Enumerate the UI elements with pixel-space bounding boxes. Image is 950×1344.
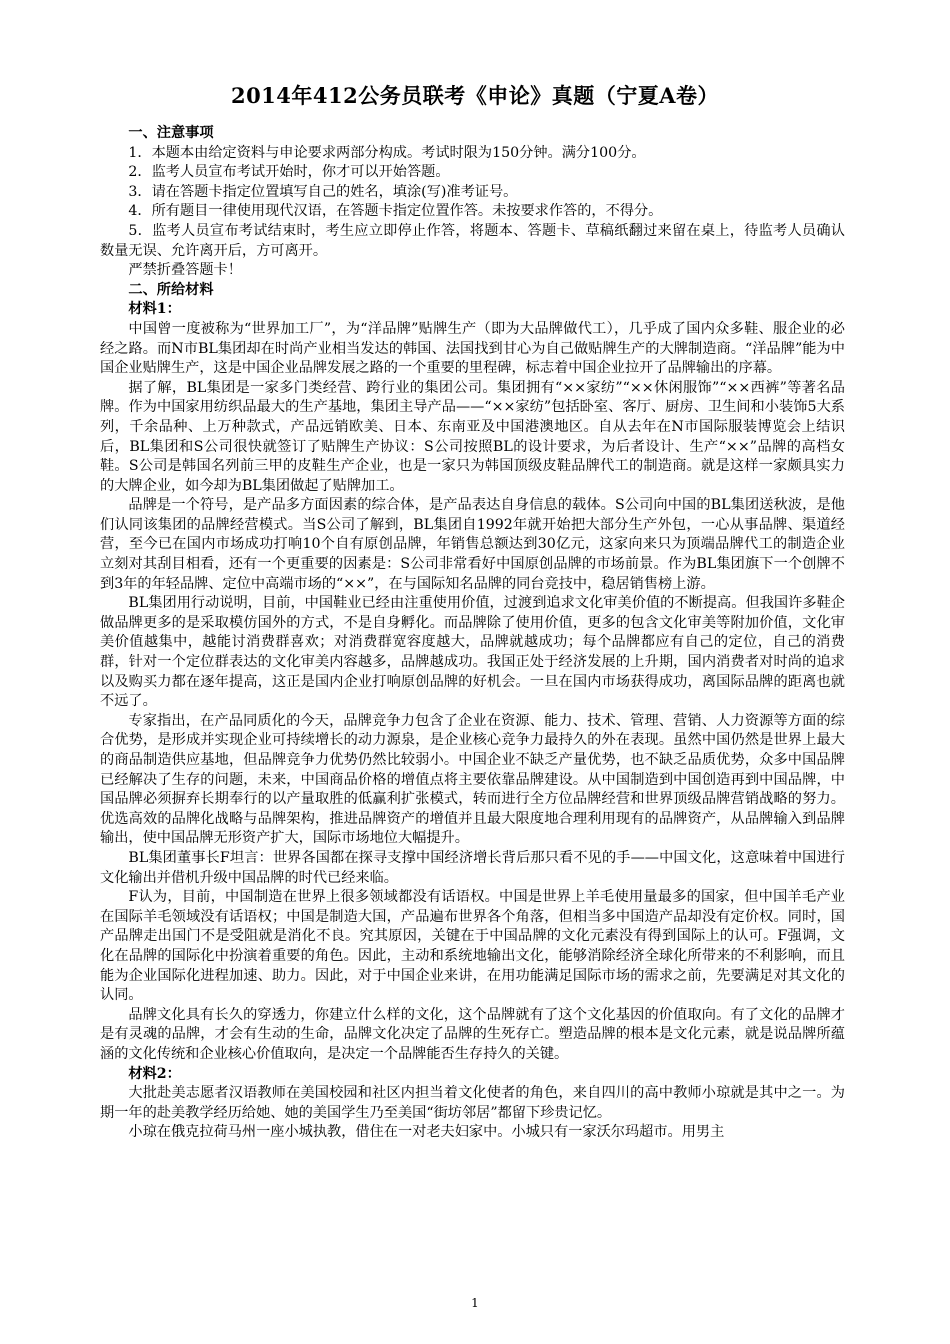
material-paragraph: 小琼在俄克拉荷马州一座小城执教，借住在一对老夫妇家中。小城只有一家沃尔玛超市。用男主 [128, 1124, 725, 1141]
document-title: 2014年412公务员联考《申论》真题（宁夏A卷） [230, 83, 720, 108]
materials-heading: 二、所给材料 [128, 281, 214, 298]
notice-item: 1．本题本由给定资料与申论要求两部分构成。考试时限为150分钟。满分100分。 [128, 144, 646, 161]
notice-heading: 一、注意事项 [128, 125, 214, 141]
material-paragraph: 品牌文化具有长久的穿透力，你建立什么样的文化，这个品牌就有了这个文化基因的价值取向。有了文化的品牌才是有灵魂的品牌，才会有生动的生命，品牌文化决定了品牌的生死存亡。塑造品牌的根本是文化元素，就是说品牌所蕴涵的文化传统和企业核心价值取向，是决定一个品牌能否生存持久的关键。 [100, 1006, 845, 1062]
notice-item: 2．监考人员宣布考试开始时，你才可以开始答题。 [128, 164, 450, 181]
material-paragraph: BL集团董事长F坦言：世界各国都在探寻支撑中国经济增长背后那只看不见的手——中国文化，这意味着中国进行文化输出并借机升级中国品牌的时代已经来临。 [100, 849, 845, 886]
notice-item: 5．监考人员宣布考试结束时，考生应立即停止作答，将题本、答题卡、草稿纸翻过来留在桌上，待监考人员确认数量无误、允许离开后，方可离开。 [100, 222, 845, 259]
material-paragraph: 据了解，BL集团是一家多门类经营、跨行业的集团公司。集团拥有“××家纺”“××休闲服饰”“××西裤”等著名品牌。作为中国家用纺织品最大的生产基地，集团主导产品——“××家纺”包括卧室、客厅、厨房、卫生间和小装饰5大系列，千余品种、上万种款式，产品远销欧美、日本、东南亚及中国港澳地区。自从去年在N市国际服装博览会上结识后，BL集团和S公司很快就签订了贴牌生产协议：S公司按照BL的设计要求，为后者设计、生产“××”品牌的高档女鞋。S公司是韩国名列前三甲的皮鞋生产企业，也是一家只为韩国顶级皮鞋品牌代工的制造商。就是这样一家颇具实力的大牌企业，如今却为BL集团做起了贴牌加工。 [100, 379, 845, 494]
material-paragraph: 中国曾一度被称为“世界加工厂”，为“洋品牌”贴牌生产（即为大品牌做代工），几乎成了国内众多鞋、服企业的必经之路。而N市BL集团却在时尚产业相当发达的韩国、法国找到甘心为自己做贴牌生产的大牌制造商。“洋品牌”能为中国企业贴牌生产，这是中国企业品牌发展之路的一个重要的里程碑，标志着中国企业拉开了品牌输出的序幕。 [100, 320, 845, 377]
material-paragraph: BL集团用行动说明，目前，中国鞋业已经由注重使用价值，过渡到追求文化审美价值的不断提高。但我国许多鞋企做品牌更多的是采取模仿国外的方式，不是自身孵化。而品牌除了使用价值，更多的包含文化审美等附加价值，文化审美价值越集中，越能讨消费群喜欢；对消费群宽容度越大，品牌就越成功；每个品牌都应有自己的定位，自己的消费群，针对一个定位群表达的文化审美内容越多，品牌越成功。我国正处于经济发展的上升期，国内消费者对时尚的追求以及购买力都在逐年提高，这正是国内企业打响原创品牌的好机会。一旦在国内市场获得成功，离国际品牌的距离也就不远了。 [100, 595, 845, 710]
material-paragraph: 大批赴美志愿者汉语教师在美国校园和社区内担当着文化使者的角色，来自四川的高中教师小琼就是其中之一。为期一年的赴美教学经历给她、她的美国学生乃至美国“街坊邻居”都留下珍贵记忆。 [100, 1085, 845, 1121]
material-paragraph: 专家指出，在产品同质化的今天，品牌竞争力包含了企业在资源、能力、技术、管理、营销、人力资源等方面的综合优势，是形成并实现企业可持续增长的动力源泉，是企业核心竞争力最持久的外在表现。虽然中国仍然是世界上最大的商品制造供应基地，但品牌竞争力优势仍然比较弱小。中国企业不缺乏产量优势，也不缺乏品质优势，众多中国品牌已经解决了生存的问题，未来，中国商品价格的增值点将主要依靠品牌建设。从中国制造到中国创造再到中国品牌，中国品牌必须摒弃长期奉行的以产量取胜的低赢利扩张模式，转而进行全方位品牌经营和世界顶级品牌营销战略的努力。优选高效的品牌化战略与品牌架构，推进品牌资产的增值并且最大限度地合理利用现有的品牌资产，从品牌输入到品牌输出，使中国品牌无形资产扩大，国际市场地位大幅提升。 [100, 712, 845, 847]
notice-item: 3．请在答题卡指定位置填写自己的姓名，填涂(写)准考证号。 [128, 183, 518, 200]
document-body [100, 124, 845, 1143]
material-paragraph: 品牌是一个符号，是产品多方面因素的综合体，是产品表达自身信息的载体。S公司向中国的BL集团送秋波，是他们认同该集团的品牌经营模式。当S公司了解到，BL集团自1992年就开始把大部分生产外包，一心从事品牌、渠道经营，至今已在国内市场成功打响10个自有原创品牌，年销售总额达到30亿元，这家向来只为顶端品牌代工的制造企业立刻对其刮目相看，还有一个更重要的因素是：S公司非常看好中国原创品牌的市场前景。作为BL集团旗下一个创牌不到3年的年轻品牌、定位中高端市场的“××”，在与国际知名品牌的同台竞技中，稳居销售榜上游。 [100, 497, 845, 592]
notice-item: 严禁折叠答题卡！ [128, 262, 242, 279]
page-number: 1 [471, 1296, 479, 1310]
material-1-label: 材料1： [128, 301, 181, 318]
material-paragraph: F认为，目前，中国制造在世界上很多领域都没有话语权。中国是世界上羊毛使用量最多的国家，但中国羊毛产业在国际羊毛领域没有话语权；中国是制造大国，产品遍布世界各个角落，但相当多中国造产品却没有定价权。同时，国产品牌走出国门不是受阻就是消化不良。究其原因，关键在于中国品牌的文化元素没有得到国际上的认可。F强调，文化在品牌的国际化中扮演着重要的角色。因此，主动和系统地输出文化，能够消除经济全球化所带来的不利影响，而且能为企业国际化进程加速、助力。因此，对于中国企业来讲，在用功能满足国际市场的需求之前，先要满足对其文化的认同。 [100, 889, 845, 1004]
notice-item: 4．所有题目一律使用现代汉语，在答题卡指定位置作答。未按要求作答的，不得分。 [128, 203, 663, 220]
material-2-label: 材料2： [128, 1065, 181, 1082]
